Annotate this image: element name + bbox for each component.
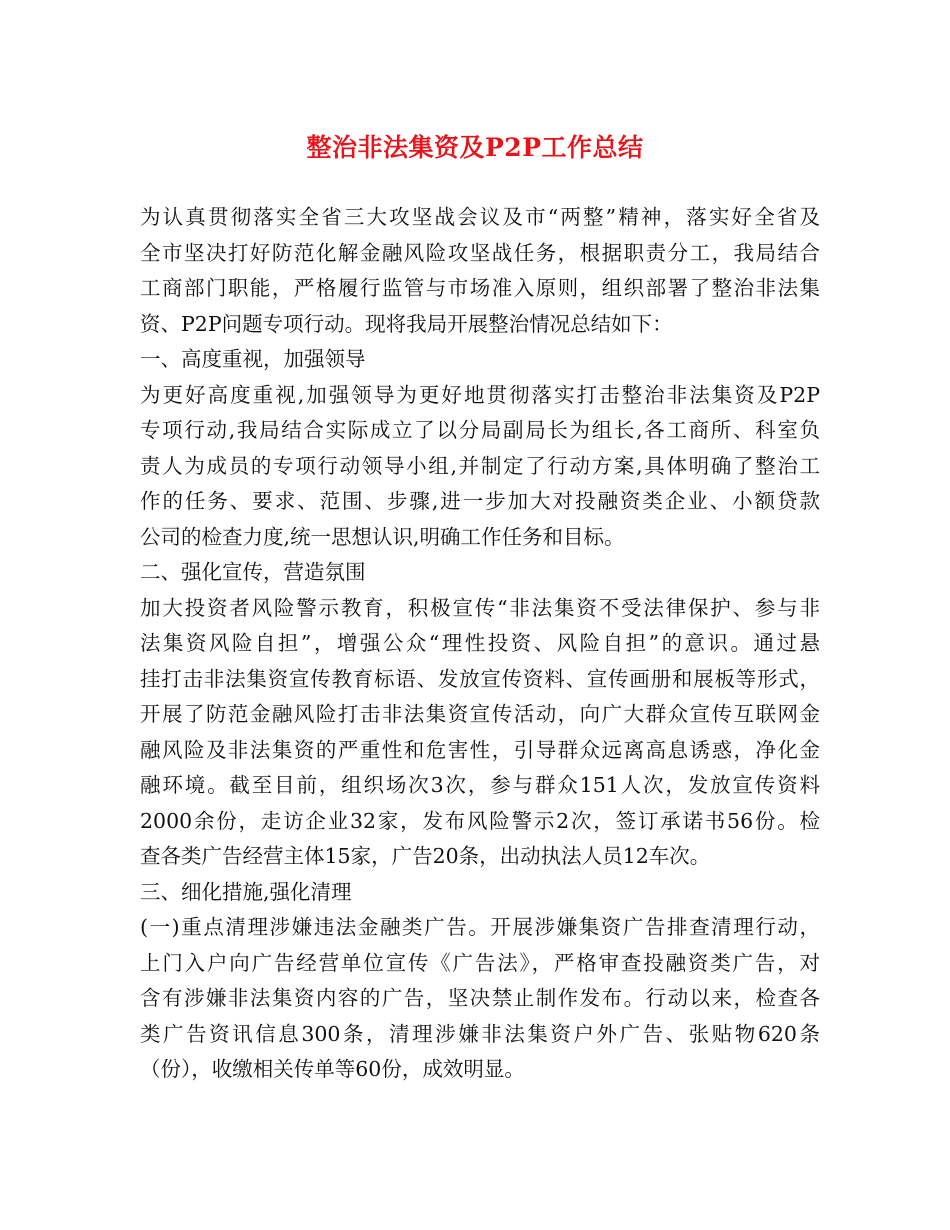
text-line: （份），收缴相关传单等60份，成效明显。	[140, 1057, 525, 1081]
text-line: 加大投资者风险警示教育，积极宣传“非法集资不受法律保护、参与非	[140, 595, 820, 620]
text-line: 一、高度重视，加强领导	[140, 347, 366, 371]
text-line: (一)重点清理涉嫌违法金融类广告。开展涉嫌集资广告排查清理行动，	[140, 915, 820, 939]
text-line: 融风险及非法集资的严重性和危害性，引导群众远离高息诱惑，净化金	[140, 737, 820, 762]
text-line: 二、强化宣传，营造氛围	[140, 560, 366, 584]
text-line: 公司的检查力度,统一思想认识,明确工作任务和目标。	[140, 524, 625, 549]
text-line: 挂打击非法集资宣传教育标语、发放宣传资料、宣传画册和展板等形式，	[140, 666, 820, 691]
text-line: 作的任务、要求、范围、步骤,进一步加大对投融资类企业、小额贷款	[140, 489, 820, 513]
text-line: 为更好高度重视,加强领导为更好地贯彻落实打击整治非法集资及P2P	[140, 382, 820, 407]
document-body	[140, 200, 820, 1088]
text-line: 责人为成员的专项行动领导小组,并制定了行动方案,具体明确了整治工	[140, 453, 820, 478]
text-line: 专项行动,我局结合实际成立了以分局副局长为组长,各工商所、科室负	[140, 418, 820, 442]
text-line: 上门入户向广告经营单位宣传《广告法》，严格审查投融资类广告，对	[140, 950, 820, 975]
document-title: 整治非法集资及P2P工作总结	[306, 133, 644, 162]
text-line: 查各类广告经营主体15家，广告20条，出动执法人员12车次。	[140, 844, 711, 868]
text-line: 含有涉嫌非法集资内容的广告，坚决禁止制作发布。行动以来，检查各	[140, 986, 820, 1010]
text-line: 开展了防范金融风险打击非法集资宣传活动，向广大群众宣传互联网金	[140, 702, 820, 726]
text-line: 资、P2P问题专项行动。现将我局开展整治情况总结如下：	[140, 311, 673, 336]
text-line: 2000余份，走访企业32家，发布风险警示2次，签订承诺书56份。检	[140, 808, 820, 833]
text-line: 类广告资讯信息300条，清理涉嫌非法集资户外广告、张贴物620条	[140, 1021, 820, 1046]
text-line: 融环境。截至目前，组织场次3次，参与群众151人次，发放宣传资料	[140, 773, 820, 797]
text-line: 法集资风险自担”，增强公众“理性投资、风险自担”的意识。通过悬	[140, 631, 820, 655]
text-line: 三、细化措施,强化清理	[140, 879, 352, 904]
text-line: 为认真贯彻落实全省三大攻坚战会议及市“两整”精神，落实好全省及	[140, 205, 820, 229]
text-line: 工商部门职能，严格履行监管与市场准入原则，组织部署了整治非法集	[140, 276, 820, 300]
text-line: 全市坚决打好防范化解金融风险攻坚战任务，根据职责分工，我局结合	[140, 240, 820, 265]
